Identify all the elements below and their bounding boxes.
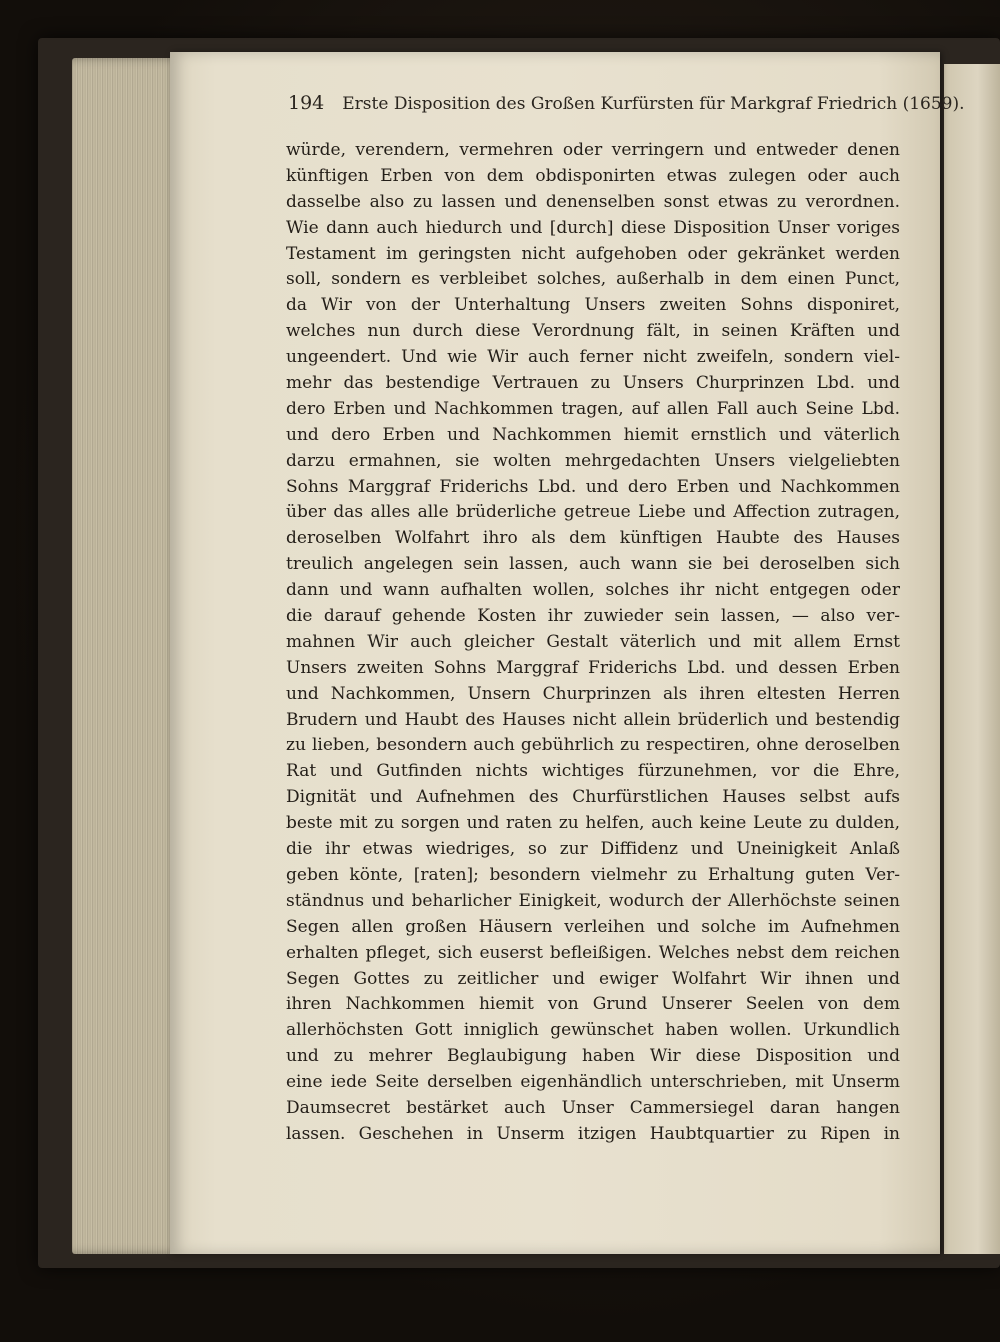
text-line: dasselbe also zu lassen und denenselben sonst etwas zu verordnen. [286,191,900,212]
text-line: würde, verendern, vermehren oder verringern und entweder denen [286,140,900,160]
text-line: über das alles alle brüderliche getreue Liebe und Affection zutragen, [286,502,900,523]
text-line: darzu ermahnen, sie wolten mehrgedachten Unsers vielgeliebten [286,450,900,471]
text-line: eine iede Seite derselben eigenhändlich unterschrieben, mit Unserm [286,1072,900,1093]
text-line: allerhöchsten Gott inniglich gewünschet haben wollen. Urkundlich [286,1020,900,1041]
text-line: Segen allen großen Häusern verleihen und solche im Aufnehmen [286,916,900,937]
body-text [286,138,900,1148]
text-line: ständnus und beharlicher Einigkeit, wodurch der Allerhöchste seinen [286,890,900,911]
text-line: die ihr etwas wiedriges, so zur Diffidenz und Uneinigkeit Anlaß [286,839,900,860]
text-line: deroselben Wolfahrt ihro als dem künftigen Haubte des Hauses [286,528,900,549]
text-line: da Wir von der Unterhaltung Unsers zweiten Sohns disponiret, [286,295,900,316]
running-head-title: Erste Disposition des Großen Kurfürsten für Markgraf Friedrich (1659). [342,94,965,114]
text-line: treulich angelegen sein lassen, auch wann sie bei deroselben sich [286,554,900,575]
page-edges [72,58,182,1254]
text-line: Segen Gottes zu zeitlicher und ewiger Wolfahrt Wir ihnen und [286,968,900,989]
text-line: zu lieben, besondern auch gebührlich zu respectiren, ohne deroselben [286,735,900,756]
text-line: Wie dann auch hiedurch und [durch] diese Disposition Unser voriges [286,217,900,238]
text-line: welches nun durch diese Verordnung fält, in seinen Kräften und [286,321,900,342]
text-line: Dignität und Aufnehmen des Churfürstlichen Hauses selbst aufs [286,787,900,808]
page-number: 194 [288,92,325,114]
text-line: Sohns Marggraf Friderichs Lbd. und dero Erben und Nachkommen [286,476,900,497]
running-head [288,92,965,122]
text-line: Rat und Gutfinden nichts wichtiges fürzunehmen, vor die Ehre, [286,761,900,782]
text-line: soll, sondern es verbleibet solches, außerhalb in dem einen Punct, [286,269,900,290]
text-line: ungeendert. Und wie Wir auch ferner nicht zweifeln, sondern viel- [286,347,900,368]
text-line: Brudern und Haubt des Hauses nicht allein brüderlich und bestendig [286,709,900,730]
text-line: ihren Nachkommen hiemit von Grund Unserer Seelen von dem [286,994,900,1015]
text-line: Unsers zweiten Sohns Marggraf Friderichs Lbd. und dessen Erben [286,657,900,678]
text-line: dann und wann aufhalten wollen, solches ihr nicht entgegen oder [286,580,900,601]
text-line: geben könte, [raten]; besondern vielmehr zu Erhaltung guten Ver- [286,864,900,885]
text-line: mehr das bestendige Vertrauen zu Unsers Churprinzen Lbd. und [286,373,900,394]
text-line: und dero Erben und Nachkommen hiemit ernstlich und väterlich [286,424,900,445]
text-line: die darauf gehende Kosten ihr zuwieder sein lassen, — also ver- [286,606,900,627]
text-line: lassen. Geschehen in Unserm itzigen Haubtquartier zu Ripen in [286,1123,900,1144]
text-line: Testament im geringsten nicht aufgehoben oder gekränket werden [286,243,900,264]
text-line: Daumsecret bestärket auch Unser Cammersiegel daran hangen [286,1097,900,1118]
text-line: und Nachkommen, Unsern Churprinzen als ihren eltesten Herren [286,683,900,704]
text-line: mahnen Wir auch gleicher Gestalt väterlich und mit allem Ernst [286,631,900,652]
text-line: und zu mehrer Beglaubigung haben Wir diese Disposition und [286,1046,900,1067]
text-line: künftigen Erben von dem obdisponirten etwas zulegen oder auch [286,165,900,186]
text-line: erhalten pfleget, sich euserst befleißigen. Welches nebst dem reichen [286,942,900,963]
text-line: dero Erben und Nachkommen tragen, auf allen Fall auch Seine Lbd. [286,398,900,419]
text-line: beste mit zu sorgen und raten zu helfen, auch keine Leute zu dulden, [286,813,900,834]
facing-page-edge [944,64,1000,1254]
